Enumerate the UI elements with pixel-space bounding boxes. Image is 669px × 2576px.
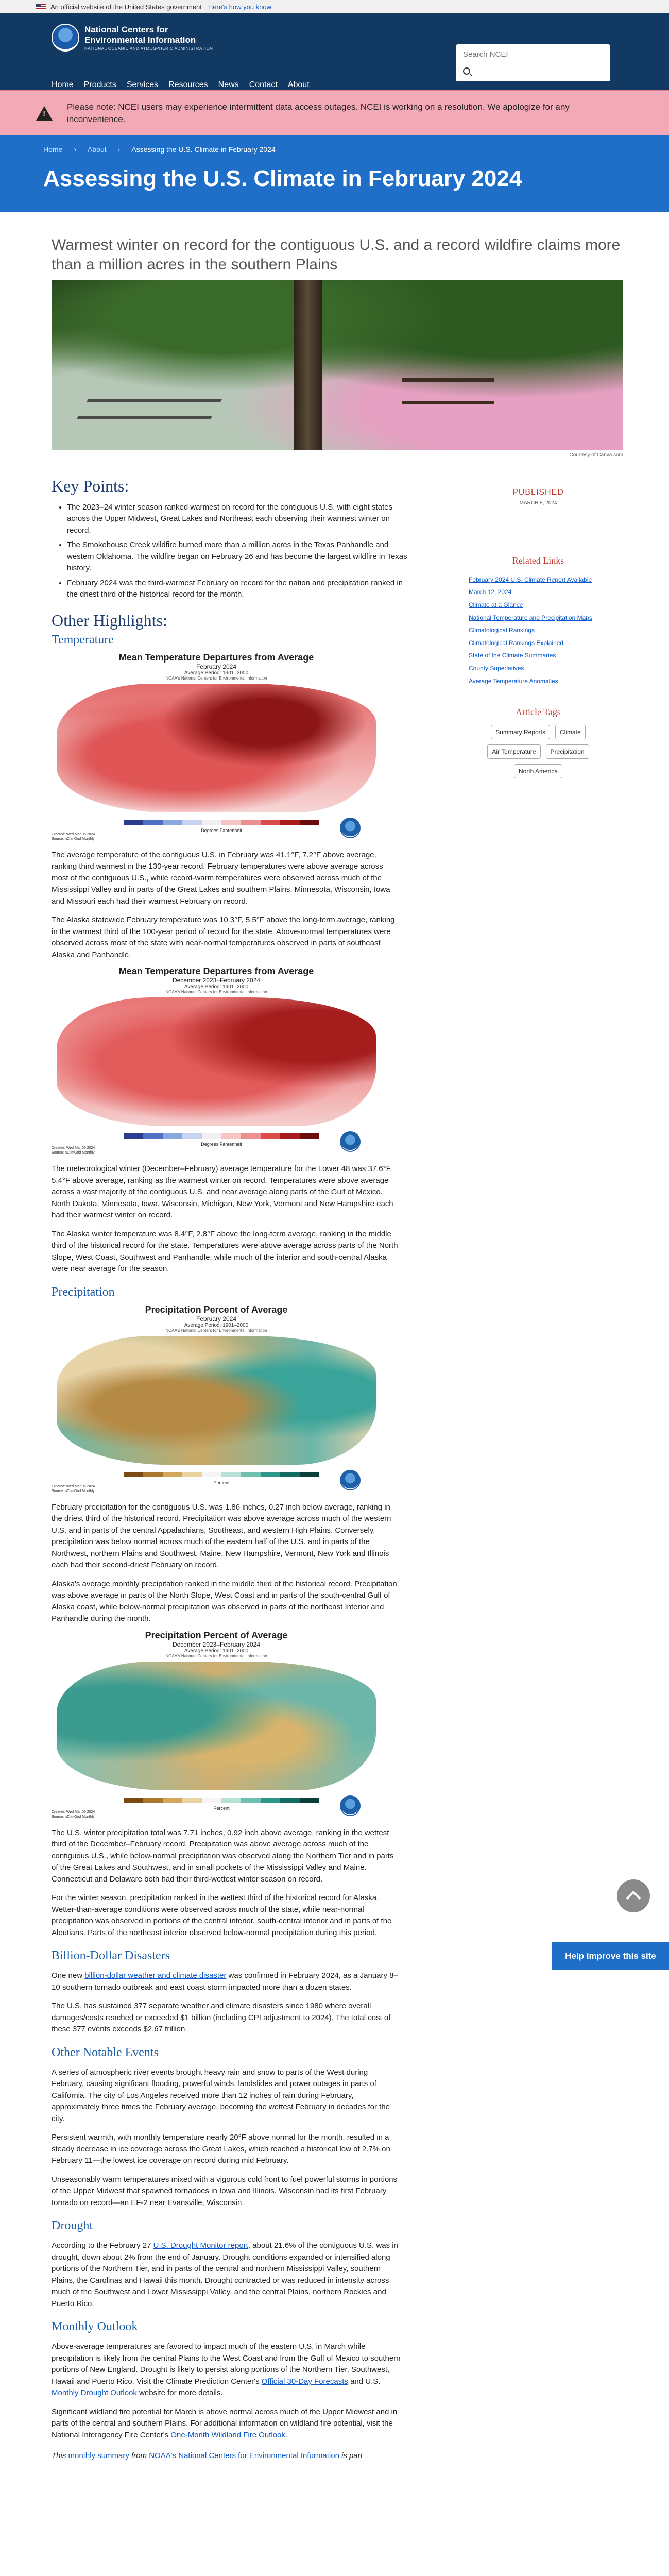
outlook-paragraph: Above-average temperatures are favored to impact much of the eastern U.S. in March while precipitation is likely from the central Plains to the West Coast and from the Gulf of Mexico to southern portions of New England. Drought is likely to persist along portions of the Northern Tier, Southwest, Hawaii and Puerto Rico. Visit the Climate Prediction Center's Official 30-Day Forecasts and U.S. Monthly Drought Outlook website for more details. [52,2342,401,2398]
map-period: Average Period: 1901–2000 [184,984,249,990]
related-link[interactable]: February 2024 U.S. Climate Report Available [469,575,592,583]
map-period: Average Period: 1901–2000 [184,1322,249,1328]
temperature-heading: Temperature [52,633,114,647]
related-link[interactable]: State of the Climate Summaries [469,652,556,659]
tag-summary-reports[interactable]: Summary Reports [491,725,550,739]
breadcrumb-home[interactable]: Home [43,145,63,154]
image-credit: Courtesy of Canva.com [569,452,623,458]
map-subtitle: February 2024 [196,1315,237,1323]
warning-icon [36,106,53,121]
precip-paragraph: February precipitation for the contiguous U.S. was 1.86 inches, 0.27 inch below average, ranking in the driest third of the historical record. Precipitation was above average across much of the western U.S. and in parts of the central Appalachians, Southeast, and western High Plains. Conversely, precipitation was below normal across much of the eastern half of the U.S. and in parts of the Northwest, northern Plains and Southwest. Maine, New Hampshire, Vermont, New York and Illinois each had their second-driest February on record. [52,1502,391,1570]
temperature-map-feb[interactable] [52,652,381,842]
back-to-top-button[interactable] [617,1879,650,1912]
map-title: Mean Temperature Departures from Average [118,652,314,663]
logo-line3: NATIONAL OCEANIC AND ATMOSPHERIC ADMINISTRATION [84,46,213,51]
search-icon [463,67,470,75]
legend-label: Degrees Fahrenheit [201,1142,242,1147]
tag-air-temperature[interactable]: Air Temperature [487,744,540,759]
photo-bench [76,399,222,419]
tag-climate[interactable]: Climate [555,725,586,739]
outlook-paragraph: Significant wildland fire potential for March is above normal across much of the Upper Midwest and in parts of the central and southern Plains. For additional information on wildland fire potential, visit the National Interagency Fire Center's One-Month Wildland Fire Outlook. [52,2407,398,2439]
notable-paragraph: A series of atmospheric river events brought heavy rain and snow to parts of the West during February, causing significant flooding, powerful winds, landslides and power outages in parts of California. The city of Los Angeles received more than 12 inches of rain during February, approximately three times the February average, becoming the wettest February in decades for the city. [52,2067,390,2123]
temperature-map-winter[interactable] [52,966,381,1156]
billion-dollar-link[interactable]: billion-dollar weather and climate disaster [84,1971,227,1980]
precip-paragraph: Alaska's average monthly precipitation ranked in the middle third of the historical record. Precipitation was above average in parts of the North Slope, West Coast and in parts of the south-central Gulf of Alaska coast, while below-normal precipitation was observed in parts of the northeast Interior and Panhandle during the month. [52,1579,397,1623]
map-legend [124,820,319,825]
breadcrumb-separator: › [117,145,121,154]
temp-paragraph: The Alaska statewide February temperature was 10.3°F, 5.5°F above the long-term average, ranking in the warmest third of the 100-year period of record for the state. Above-normal temperatures were observed across most of the state with near-normal temperatures observed in parts of southeast Alaska and Panhandle. [52,916,395,959]
related-links-heading: Related Links [512,555,564,566]
notable-events-heading: Other Notable Events [52,2045,159,2059]
monthly-summary-link[interactable]: monthly summary [68,2451,129,2461]
map-period: Average Period: 1901–2000 [184,670,249,676]
billion-paragraph: One new billion-dollar weather and climate disaster was confirmed in February 2024, as a January 8–10 southern tornado outbreak and east coast storm impacted more than a dozen states. [52,1971,398,1992]
gov-banner [0,0,669,13]
noaa-logo-icon [340,1795,361,1816]
billion-dollar-heading: Billion-Dollar Disasters [52,1949,170,1963]
article-tags-heading: Article Tags [516,707,561,718]
park-photo [52,280,623,450]
logo-line2: Environmental Information [84,35,196,45]
legend-label: Percent [213,1805,230,1811]
fire-outlook-link[interactable]: One-Month Wildland Fire Outlook [170,2430,285,2439]
tag-north-america[interactable]: North America [514,764,562,778]
related-links-list [453,573,623,687]
billion-paragraph: The U.S. has sustained 377 separate weather and climate disasters since 1980 where overall damages/costs reached or exceeded $1 billion (including CPI adjustment to 2024). The total cost of these 377 events exceeds $2.67 trillion. [52,2002,391,2034]
main-column [52,469,412,2461]
monthly-outlook-heading: Monthly Outlook [52,2320,138,2334]
key-points-heading: Key Points: [52,476,129,495]
alert-banner [0,90,669,135]
drought-outlook-link[interactable]: Monthly Drought Outlook [52,2388,137,2398]
nav-products[interactable]: Products [83,80,116,89]
us-map-shape [57,1336,376,1465]
temp-paragraph: The Alaska winter temperature was 8.4°F, 2.8°F above the long-term average, ranking in the middle third of the historical record for the state. Temperatures were above average across parts of the North Slope, West Coast, Southwest and Panhandle, while much of the interior and south-central Alaska were near average for the season. [52,1229,398,1274]
search-button[interactable] [463,65,597,78]
map-legend [124,1798,319,1803]
nav-contact[interactable]: Contact [249,80,278,89]
search-box [456,44,610,81]
tag-precipitation[interactable]: Precipitation [546,744,589,759]
drought-monitor-link[interactable]: U.S. Drought Monitor report [153,2241,248,2250]
related-link[interactable]: County Superlatives [469,664,524,672]
article-subtitle: Warmest winter on record for the contiguous U.S. and a record wildfire claims more than a million acres in the southern Plains [52,236,621,274]
noaa-logo-icon [340,1131,361,1152]
map-credit: Created: Wed Mar 06 2024 Source: nClimGrid Monthly [52,1484,95,1493]
notable-paragraph: Unseasonably warm temperatures mixed with a vigorous cold front to fuel powerful storms in portions of the Upper Midwest that spawned tornadoes in Iowa and Illinois. Wisconsin had its first February tornado on record—an EF-2 near Evansville, Wisconsin. [52,2175,398,2207]
map-credit: Created: Wed Mar 06 2024 Source: nClimGrid Monthly [52,832,95,841]
us-map-shape [57,684,376,812]
nav-services[interactable]: Services [126,80,159,89]
map-source: NOAA's National Centers for Environmental Information [165,675,267,681]
related-link[interactable]: Climatological Rankings Explained [469,639,564,647]
logo-line1: National Centers for [84,24,168,35]
photo-bench [402,378,494,404]
page-title: Assessing the U.S. Climate in February 2024 [43,166,522,191]
related-link[interactable]: Climate at a Glance [469,601,523,608]
published-date: MARCH 8, 2024 [519,500,557,506]
map-source: NOAA's National Centers for Environmental Information [165,990,267,995]
precip-paragraph: For the winter season, precipitation ranked in the wettest third of the historical record for Alaska. Wetter-than-average conditions were observed across much of the state, while near-normal precipitation was observed in portions of the central interior, south-central interior and in parts of the Aleutians. Parts of the northeast interior observed below-normal precipitation during this period. [52,1893,392,1937]
precipitation-map-feb[interactable] [52,1304,381,1495]
other-highlights-heading: Other Highlights: [52,611,167,630]
search-input[interactable] [463,48,556,60]
noaa-logo-icon [52,24,79,52]
chevron-up-icon [626,1891,641,1905]
related-link[interactable]: Climatological Rankings [469,626,535,634]
map-credit: Created: Wed Mar 06 2024 Source: nClimGrid Monthly [52,1146,95,1155]
breadcrumb-separator: › [74,145,77,154]
article-content [0,212,669,2460]
map-source: NOAA's National Centers for Environmental Information [165,1328,267,1333]
main-nav [52,80,310,90]
key-points-list [67,502,412,601]
map-subtitle: December 2023–February 2024 [172,977,261,985]
ncei-link[interactable]: NOAA's National Centers for Environmental Information [149,2451,339,2461]
key-point: • The Smokehouse Creek wildfire burned more than a million acres in the Texas Panhandle and western Oklahoma. The wildfire began on February 26 and has become the largest wildfire in Texas history. [67,539,412,574]
map-source: NOAA's National Centers for Environmental Information [165,1653,267,1658]
notable-paragraph: Persistent warmth, with monthly temperature nearly 20°F above normal for the month, resulted in a steady decrease in ice coverage across the Great Lakes, which reached a historical low of 2.7% on February 11—the lowest ice coverage on record during mid February. [52,2133,390,2165]
map-title: Precipitation Percent of Average [145,1304,288,1315]
gov-banner-text: An official website of the United States government [50,3,202,11]
legend-label: Degrees Fahrenheit [201,827,242,833]
map-legend [124,1472,319,1477]
drought-paragraph: According to the February 27 U.S. Drought Monitor report, about 21.6% of the contiguous U.S. was in drought, down about 2% from the end of January. Drought conditions expanded or intensified along portions of the Northern Tier, and in parts of the central and northern Mississippi Valley, southern Plains, the Carolinas and Hawaii this month. Drought contracted or was reduced in intensity across much of the Southwest and Lower Mississippi Valley, and the central Plains, northern Rockies and Puerto Rico. [52,2241,398,2308]
breadcrumb-current: Assessing the U.S. Climate in February 2024 [131,145,276,154]
nav-home[interactable]: Home [52,80,74,89]
map-subtitle: February 2024 [196,663,237,670]
legend-label: Percent [213,1480,230,1485]
temp-paragraph: The meteorological winter (December–February) average temperature for the Lower 48 was 37.6°F, 5.4°F above average, ranking as the warmest winter on record. Temperatures were above average across a vast majority of the contiguous U.S. and near average along parts of the Gulf of Mexico. North Dakota, Minnesota, Iowa, Wisconsin, Michigan, New York, Vermont and New Hampshire each had their warmest winter on record. [52,1164,393,1220]
nav-news[interactable]: News [218,80,239,89]
map-subtitle: December 2023–February 2024 [172,1640,261,1648]
temp-paragraph: The average temperature of the contiguous U.S. in February was 41.1°F, 7.2°F above average, ranking third warmest in the 130-year record. February temperatures were above average across most of the contiguous U.S., while record-warm temperatures were observed across much of the Mississippi Valley and in parts of the Great Lakes and southern Plains. Minnesota, Wisconsin, Iowa and Missouri each had their warmest February on record. [52,850,390,906]
noaa-logo-icon [340,818,361,838]
map-title: Mean Temperature Departures from Average [118,966,314,977]
map-credit: Created: Wed Mar 06 2024 Source: nClimGrid Monthly [52,1810,95,1819]
breadcrumb-about[interactable]: About [88,145,107,154]
precipitation-map-winter[interactable] [52,1630,381,1820]
us-map-shape [57,997,376,1126]
map-period: Average Period: 1901–2000 [184,1648,249,1654]
tags-list [453,725,623,778]
published-label: PUBLISHED [512,487,564,497]
map-title: Precipitation Percent of Average [145,1630,288,1640]
footnote: This monthly summary from NOAA's National Centers for Environmental Information is part [52,2451,363,2461]
hero [0,135,669,212]
related-link[interactable]: Average Temperature Anomalies [469,677,558,685]
photo-tree [294,280,322,450]
help-improve-button[interactable]: Help improve this site [552,1942,669,1970]
sidebar [453,469,623,2461]
related-link[interactable]: March 12, 2024 [469,588,512,596]
related-link[interactable]: National Temperature and Precipitation Maps [469,614,592,621]
ncei-logo[interactable] [52,24,213,52]
key-point: • The 2023–24 winter season ranked warmest on record for the contiguous U.S. with eight states across the Upper Midwest, Great Lakes and Northeast each observing their warmest winter on record. [67,502,412,537]
map-legend [124,1133,319,1139]
gov-banner-link[interactable]: Here's how you know [208,3,272,11]
breadcrumb [43,145,276,154]
us-map-shape [57,1662,376,1790]
forecasts-link[interactable]: Official 30-Day Forecasts [261,2377,348,2386]
nav-resources[interactable]: Resources [168,80,208,89]
key-point: • February 2024 was the third-warmest February on record for the nation and precipitation ranked in the driest third of the historical record for the month. [67,578,412,601]
site-header [0,13,669,90]
precipitation-heading: Precipitation [52,1285,115,1299]
alert-text: Please note: NCEI users may experience intermittent data access outages. NCEI is working on a resolution. We apologize for any inconvenience. [67,101,570,124]
noaa-logo-icon [340,1470,361,1490]
us-flag-icon [36,4,46,10]
drought-heading: Drought [52,2219,93,2233]
nav-about[interactable]: About [287,80,310,89]
precip-paragraph: The U.S. winter precipitation total was 7.71 inches, 0.92 inch above average, ranking in the wettest third of the December–February record. Precipitation was above average across much of the contiguous U.S., while below-normal precipitation was observed along the Northern Tier and in parts of the Great Lakes and Southwest, and in small pockets of the Mississippi Valley and Maine. Connecticut and Delaware both had their third-wettest winter season on record. [52,1828,394,1884]
